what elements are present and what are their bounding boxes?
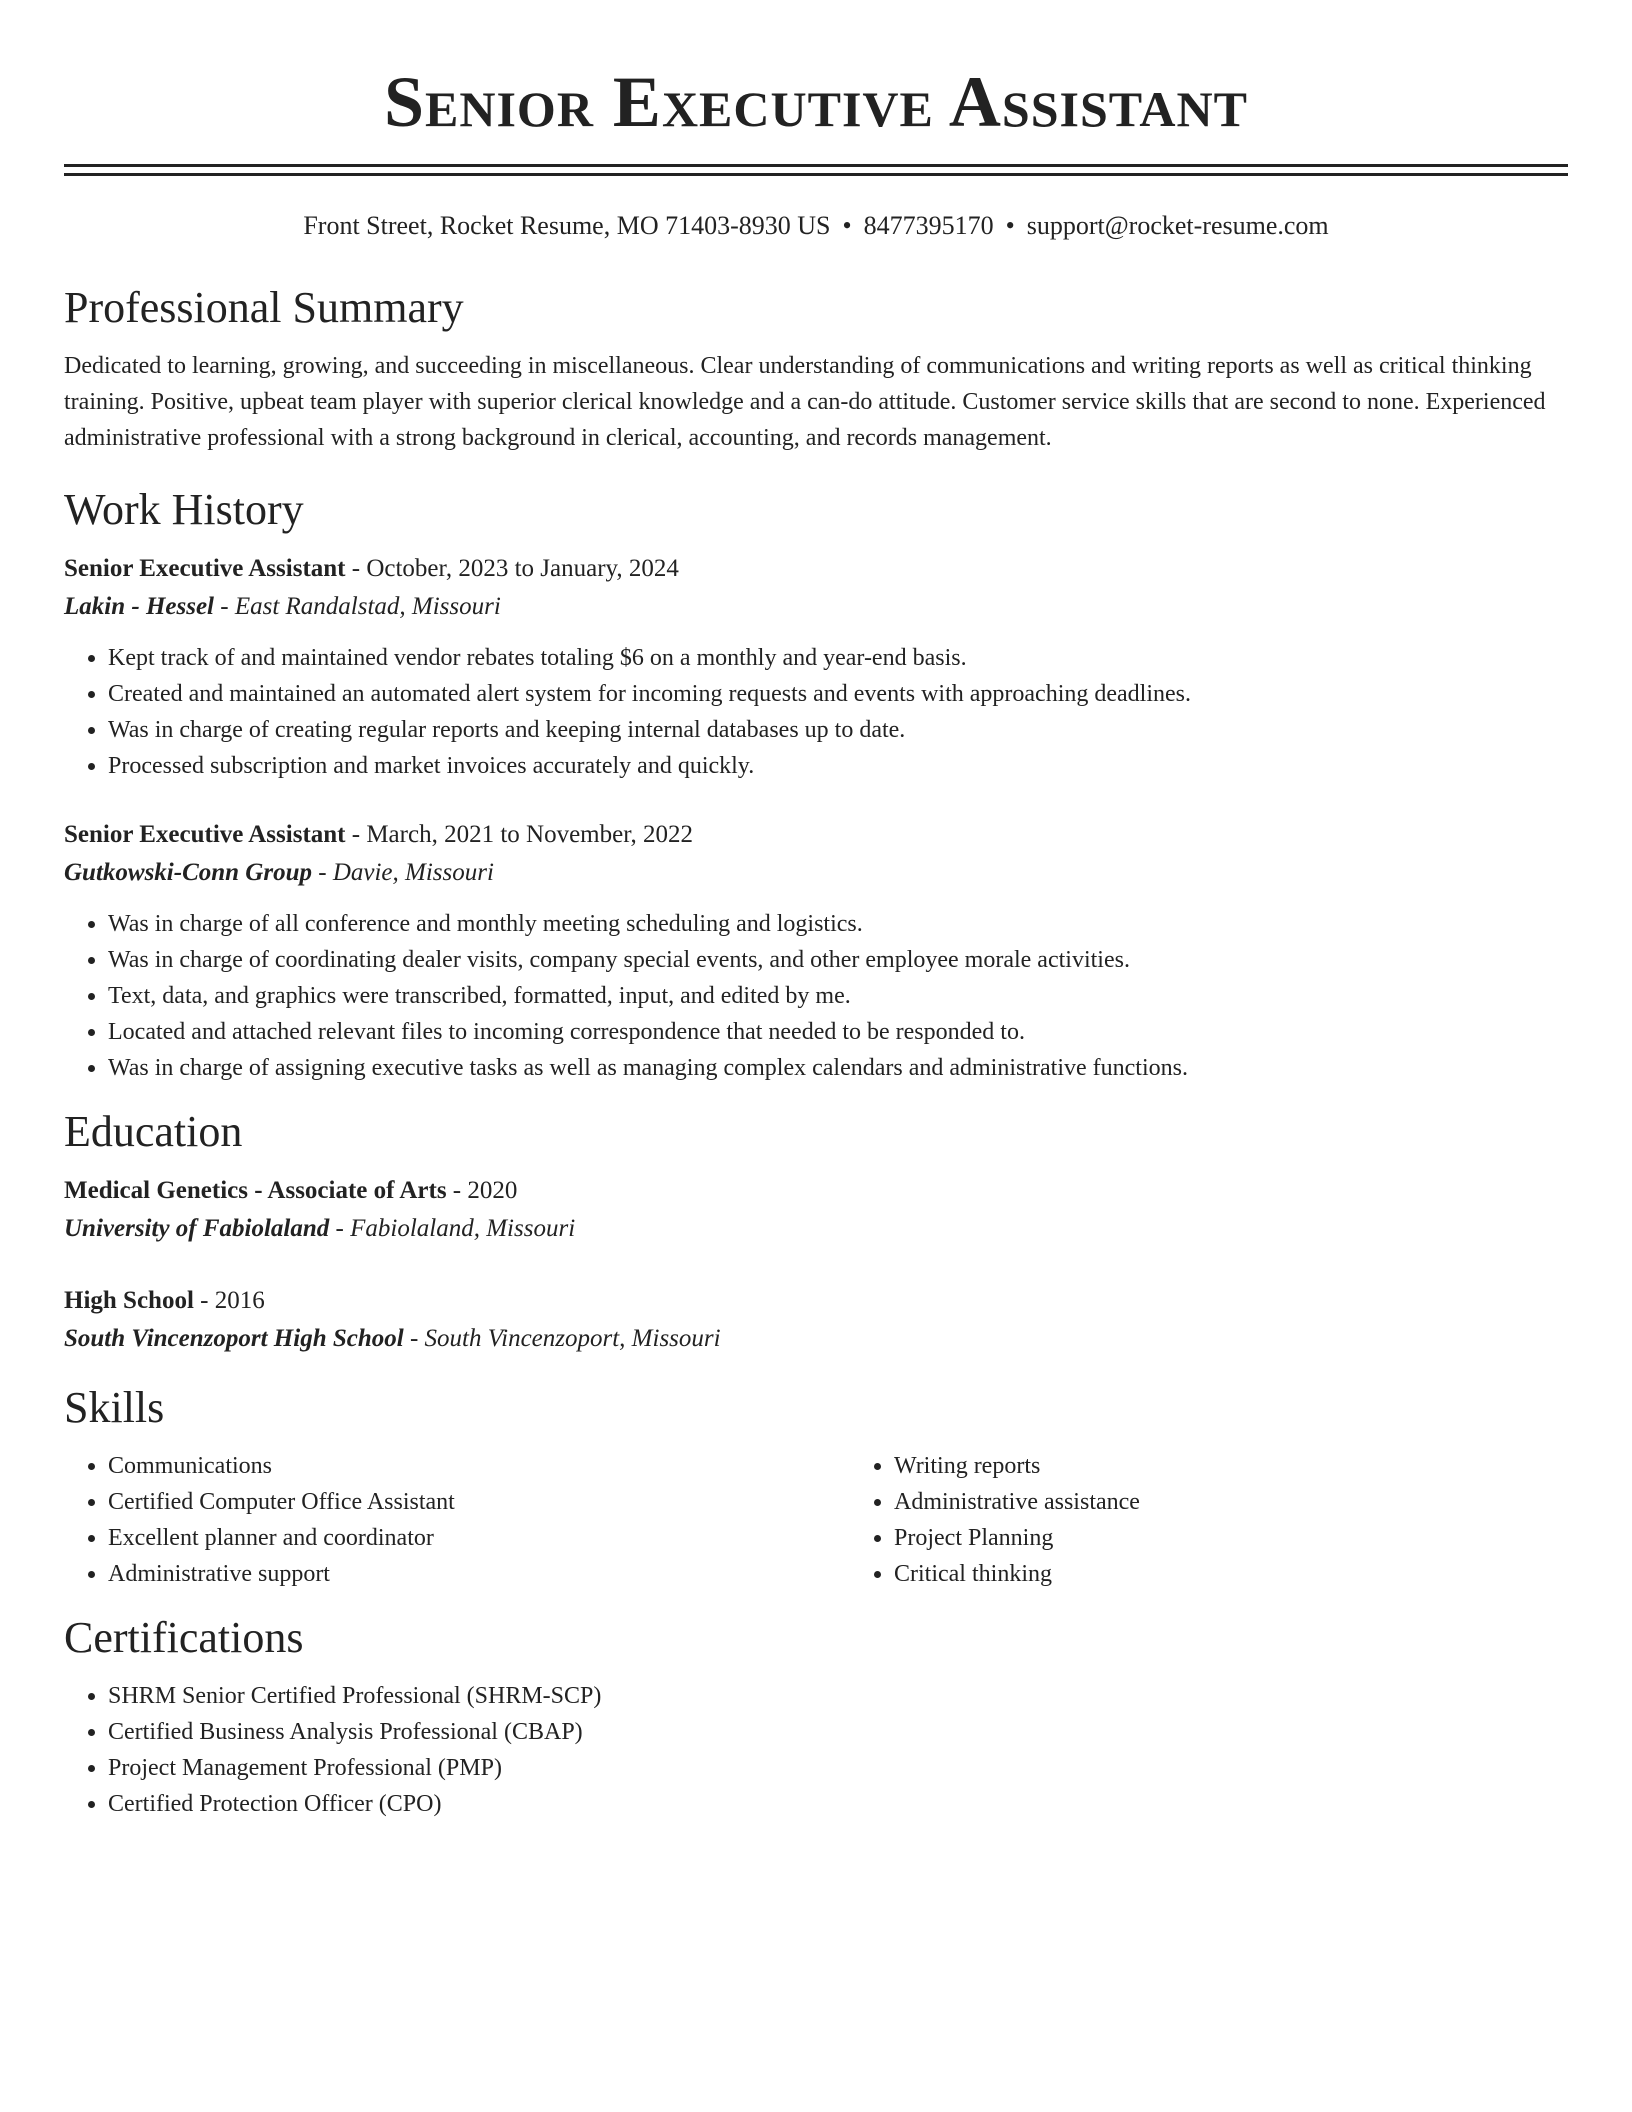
list-item: • Was in charge of creating regular reports and keeping internal databases up to date.: [108, 712, 1568, 748]
list-item: • Text, data, and graphics were transcribed, formatted, input, and edited by me.: [108, 978, 1568, 1014]
certifications-heading: Certifications: [64, 1613, 304, 1662]
resume-title: Senior Executive Assistant: [383, 62, 1249, 142]
job-duties-list: [64, 906, 1568, 1086]
list-item: • Created and maintained an automated alert system for incoming requests and events with approaching deadlines.: [108, 676, 1568, 712]
job-location: - Davie, Missouri: [312, 859, 494, 886]
education-year: - 2016: [193, 1287, 265, 1314]
summary-heading: Professional Summary: [64, 283, 464, 332]
education-degree: High School: [64, 1287, 194, 1314]
education-school-line: [64, 1320, 1568, 1358]
education-location: - South Vincenzoport, Missouri: [403, 1325, 721, 1352]
job-entry: [64, 816, 1568, 1086]
education-heading: Education: [64, 1107, 243, 1156]
contact-email: support@rocket-resume.com: [1026, 211, 1329, 240]
list-item: • Was in charge of all conference and monthly meeting scheduling and logistics.: [108, 906, 1568, 942]
education-school: South Vincenzoport High School: [64, 1325, 404, 1352]
education-degree: Medical Genetics - Associate of Arts: [64, 1177, 447, 1204]
skills-list-right: [850, 1448, 1632, 1592]
title-divider-bottom: [64, 173, 1568, 176]
job-title-line: [64, 816, 1568, 854]
education-entry: [64, 1172, 1568, 1248]
job-location: - East Randalstad, Missouri: [214, 593, 501, 620]
education-school: University of Fabiolaland: [64, 1215, 330, 1242]
list-item: • Project Planning: [894, 1520, 1632, 1556]
skills-grid: [64, 1448, 1568, 1592]
job-title: Senior Executive Assistant: [64, 555, 346, 582]
title-divider-top: [64, 164, 1568, 167]
job-company-line: [64, 854, 1568, 892]
job-company: Lakin - Hessel: [64, 593, 214, 620]
job-dates: - March, 2021 to November, 2022: [345, 821, 694, 848]
skills-heading: Skills: [64, 1383, 165, 1432]
job-entry: [64, 550, 1568, 784]
list-item: • Communications: [108, 1448, 850, 1484]
list-item: • Writing reports: [894, 1448, 1632, 1484]
job-company: Gutkowski-Conn Group: [64, 859, 312, 886]
job-title-line: [64, 550, 1568, 588]
summary-text: Dedicated to learning, growing, and succeeding in miscellaneous. Clear understanding of communications and writing reports as well as critical thinking training. Positive, upbeat team player with superior clerical knowledge and a can-do attitude. Customer service skills that are second to none. Experienced administrative professional with a strong background in clerical, accounting, and records management.: [64, 353, 1546, 451]
list-item: • Kept track of and maintained vendor rebates totaling $6 on a monthly and year-end basis.: [108, 640, 1568, 676]
list-item: • SHRM Senior Certified Professional (SHRM-SCP): [108, 1678, 1568, 1714]
list-item: • Certified Protection Officer (CPO): [108, 1786, 1568, 1822]
education-year: - 2020: [446, 1177, 518, 1204]
job-dates: - October, 2023 to January, 2024: [345, 555, 679, 582]
education-entry: [64, 1282, 1568, 1358]
contact-separator: •: [1005, 211, 1015, 240]
work-history-heading: Work History: [64, 485, 304, 534]
skills-list-left: [64, 1448, 850, 1592]
contact-phone: 8477395170: [863, 211, 994, 240]
education-degree-line: [64, 1282, 1568, 1320]
job-company-line: [64, 588, 1568, 626]
list-item: • Certified Computer Office Assistant: [108, 1484, 850, 1520]
list-item: • Administrative support: [108, 1556, 850, 1592]
education-degree-line: [64, 1172, 1568, 1210]
list-item: • Project Management Professional (PMP): [108, 1750, 1568, 1786]
contact-separator: •: [842, 211, 852, 240]
contact-line: [64, 210, 1568, 242]
certifications-list: [64, 1678, 1568, 1822]
list-item: • Critical thinking: [894, 1556, 1632, 1592]
list-item: • Was in charge of assigning executive tasks as well as managing complex calendars and administrative functions.: [108, 1050, 1568, 1086]
list-item: • Was in charge of coordinating dealer visits, company special events, and other employee morale activities.: [108, 942, 1568, 978]
list-item: • Processed subscription and market invoices accurately and quickly.: [108, 748, 1568, 784]
list-item: • Certified Business Analysis Professional (CBAP): [108, 1714, 1568, 1750]
list-item: • Excellent planner and coordinator: [108, 1520, 850, 1556]
list-item: • Administrative assistance: [894, 1484, 1632, 1520]
contact-address: Front Street, Rocket Resume, MO 71403-8930 US: [303, 211, 831, 240]
education-school-line: [64, 1210, 1568, 1248]
education-location: - Fabiolaland, Missouri: [329, 1215, 576, 1242]
list-item: • Located and attached relevant files to incoming correspondence that needed to be responded to.: [108, 1014, 1568, 1050]
job-title: Senior Executive Assistant: [64, 821, 346, 848]
job-duties-list: [64, 640, 1568, 784]
